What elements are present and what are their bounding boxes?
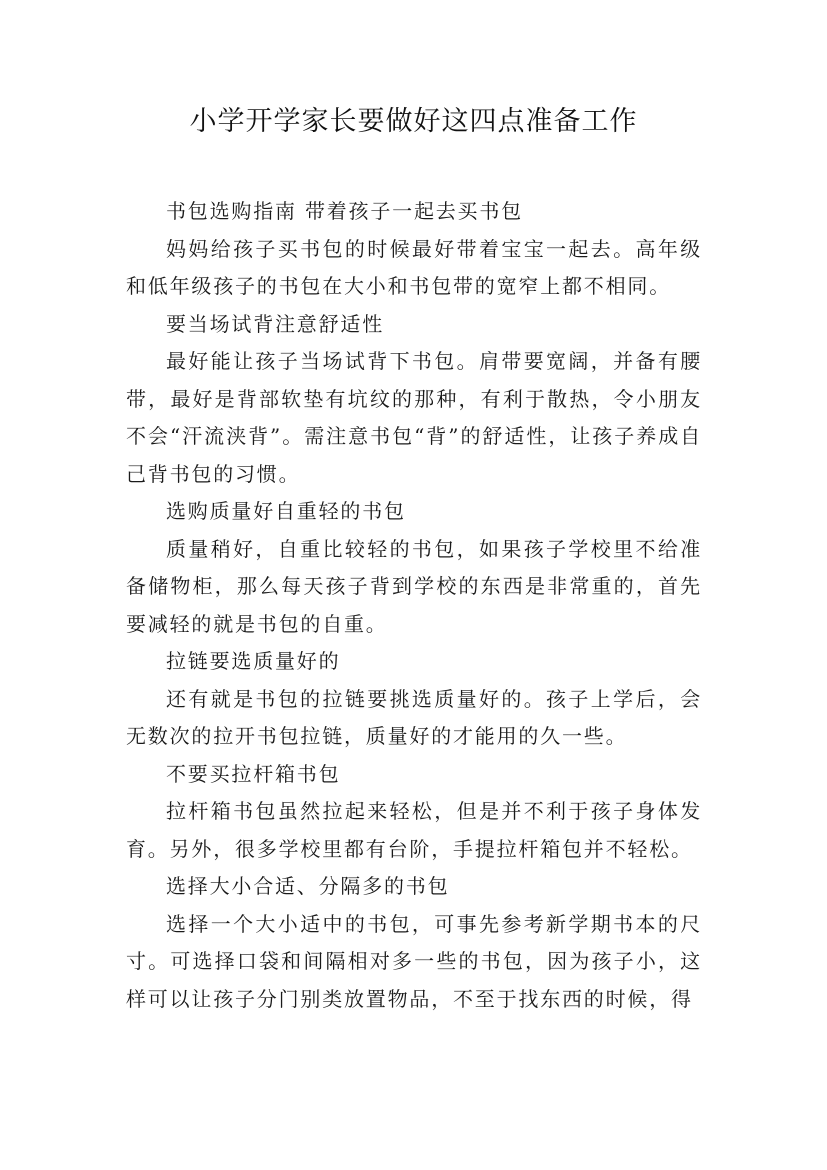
document-body bbox=[126, 193, 702, 1018]
body-paragraph: 拉杆箱书包虽然拉起来轻松，但是并不利于孩子身体发育。另外，很多学校里都有台阶，手提拉杆箱包并不轻松。 bbox=[126, 799, 702, 861]
section-heading: 选购质量好自重轻的书包 bbox=[166, 499, 406, 523]
body-paragraph: 质量稍好，自重比较轻的书包，如果孩子学校里不给准备储物柜，那么每天孩子背到学校的东西是非常重的，首先要减轻的就是书包的自重。 bbox=[126, 536, 702, 636]
section-heading: 要当场试背注意舒适性 bbox=[166, 311, 384, 336]
body-paragraph: 选择一个大小适中的书包，可事先参考新学期书本的尺寸。可选择口袋和间隔相对多一些的书包，因为孩子小，这样可以让孩子分门别类放置物品，不至于找东西的时候，得 bbox=[126, 911, 702, 1011]
page-title: 小学开学家长要做好这四点准备工作 bbox=[189, 106, 638, 137]
section-heading: 书包选购指南 带着孩子一起去买书包 bbox=[166, 199, 523, 223]
body-paragraph: 妈妈给孩子买书包的时候最好带着宝宝一起去。高年级和低年级孩子的书包在大小和书包带的宽窄上都不相同。 bbox=[126, 236, 702, 298]
section-heading: 选择大小合适、分隔多的书包 bbox=[166, 874, 450, 898]
body-paragraph: 还有就是书包的拉链要挑选质量好的。孩子上学后，会无数次的拉开书包拉链，质量好的才能用的久一些。 bbox=[126, 686, 702, 748]
body-paragraph: 最好能让孩子当场试背下书包。肩带要宽阔，并备有腰带，最好是背部软垫有坑纹的那种，有利于散热，令小朋友不会“汗流浃背”。需注意书包“背”的舒适性，让孩子养成自己背书包的习惯。 bbox=[126, 349, 702, 486]
section-heading: 拉链要选质量好的 bbox=[166, 649, 341, 673]
section-heading: 不要买拉杆箱书包 bbox=[166, 761, 341, 786]
